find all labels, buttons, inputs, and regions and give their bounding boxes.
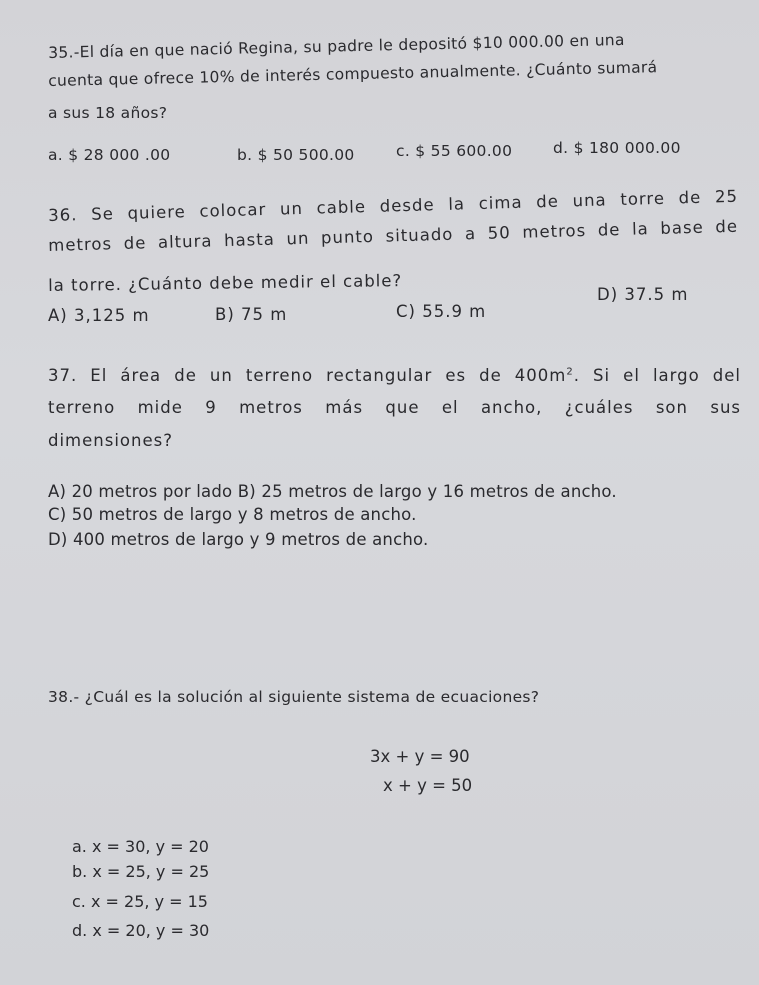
q36-line-2: metros de altura hasta un punto situado a 50 metros de la base de	[48, 216, 739, 255]
q38-question: 38.- ¿Cuál es la solución al siguiente sistema de ecuaciones?	[48, 688, 540, 706]
q38-option-b-value: x = 25, y = 25	[92, 862, 210, 881]
q38-option-b	[72, 862, 209, 881]
q37-line-3: dimensiones?	[48, 431, 173, 450]
q38-option-b-letter: b.	[72, 862, 88, 881]
q37-line-1-text: 37. El área de un terreno rectangular es de 400m	[48, 366, 567, 385]
q36-line-1: 36. Se quiere colocar un cable desde la cima de una torre de 25	[48, 186, 739, 225]
q38-option-d-value: x = 20, y = 30	[92, 921, 210, 940]
q35-option-b: b. $ 50 500.00	[237, 146, 355, 164]
q36-option-b: B) 75 m	[215, 305, 288, 324]
q38-option-d	[72, 921, 209, 940]
q37-option-d: D) 400 metros de largo y 9 metros de ancho.	[48, 530, 429, 549]
q35-line-2: cuenta que ofrece 10% de interés compuesto anualmente. ¿Cuánto sumará	[48, 58, 658, 90]
q37-line-1	[48, 366, 741, 385]
q38-option-c	[72, 892, 208, 911]
q38-option-a-value: x = 30, y = 20	[91, 837, 209, 856]
q38-option-c-value: x = 25, y = 15	[90, 892, 208, 911]
q35-option-c: c. $ 55 600.00	[396, 142, 513, 160]
q36-option-d: D) 37.5 m	[597, 285, 689, 304]
q37-line-2: terreno mide 9 metros más que el ancho, ¿cuáles son sus	[48, 398, 741, 417]
q38-option-a	[72, 837, 209, 856]
q35-option-a: a. $ 28 000 .00	[48, 146, 171, 164]
q35-line-1: 35.-El día en que nació Regina, su padre le depositó $10 000.00 en una	[48, 30, 625, 62]
q36-line-3: la torre. ¿Cuánto debe medir el cable?	[48, 271, 403, 295]
q35-option-d: d. $ 180 000.00	[553, 139, 681, 157]
q36-option-a: A) 3,125 m	[48, 306, 150, 325]
q37-line-1-tail: . Si el largo del	[573, 366, 741, 385]
q38-option-d-letter: d.	[72, 921, 88, 940]
q38-option-c-letter: c.	[72, 892, 86, 911]
q35-line-3: a sus 18 años?	[48, 104, 168, 122]
q37-option-ab: A) 20 metros por lado B) 25 metros de largo y 16 metros de ancho.	[48, 482, 617, 501]
q36-option-c: C) 55.9 m	[396, 302, 487, 321]
q38-equation-2: x + y = 50	[383, 776, 473, 795]
q38-option-a-letter: a.	[72, 837, 87, 856]
q37-option-c: C) 50 metros de largo y 8 metros de ancho.	[48, 505, 417, 524]
q38-equation-1: 3x + y = 90	[370, 747, 470, 766]
q37-exponent: 2	[566, 366, 574, 378]
